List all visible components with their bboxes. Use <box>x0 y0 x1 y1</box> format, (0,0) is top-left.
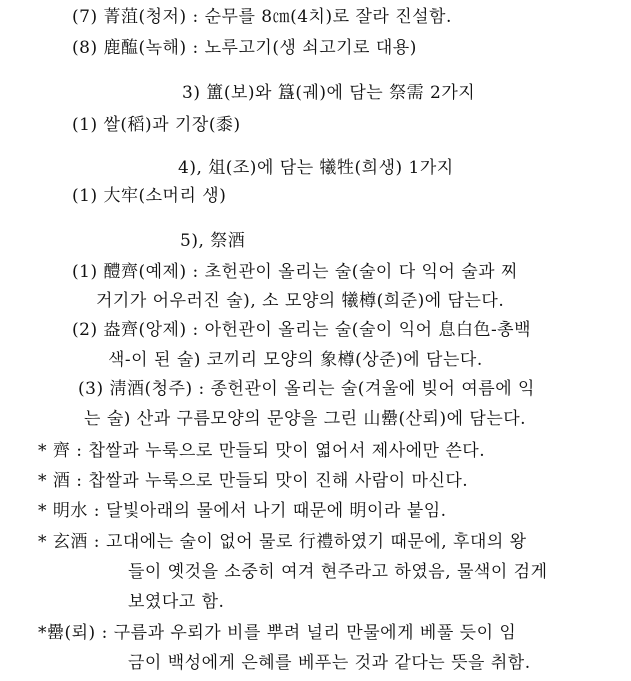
section-3-item-1: (1) 쌀(稻)과 기장(黍) <box>72 115 241 135</box>
section-5-item-2-line-1: (2) 盎齊(앙제) : 아헌관이 올리는 술(술이 익어 息白色-총백 <box>72 320 532 340</box>
section-5-item-3-line-1: (3) 淸酒(청주) : 종헌관이 올리는 술(겨울에 빚어 여름에 익 <box>78 379 535 399</box>
note-3: * 明水 : 달빛아래의 물에서 나기 때문에 明이라 붙임. <box>38 501 447 521</box>
note-4-line-3: 보였다고 함. <box>128 592 225 612</box>
note-2: * 酒 : 찹쌀과 누룩으로 만들되 맛이 진해 사람이 마신다. <box>38 471 469 491</box>
section-4-heading: 4), 俎(조)에 담는 犧牲(희생) 1가지 <box>178 158 454 178</box>
section-4-item-1: (1) 大牢(소머리 생) <box>72 186 227 206</box>
section-5-item-1-line-1: (1) 醴齊(예제) : 초헌관이 올리는 술(술이 다 익어 술과 찌 <box>72 262 518 282</box>
note-5-line-1: *罍(뢰) : 구름과 우뢰가 비를 뿌려 널리 만물에게 베풀 듯이 임 <box>38 623 517 643</box>
note-5-line-2: 금이 백성에게 은혜를 베푸는 것과 같다는 뜻을 취함. <box>128 653 531 673</box>
section-5-item-2-line-2: 색-이 된 술) 코끼리 모양의 象樽(상준)에 담는다. <box>108 350 483 370</box>
item-8: (8) 鹿醢(녹해) : 노루고기(생 쇠고기로 대용) <box>72 38 417 58</box>
item-7: (7) 菁菹(청저) : 순무를 8㎝(4치)로 잘라 진설함. <box>72 7 452 27</box>
section-5-item-1-line-2: 거기가 어우러진 술), 소 모양의 犧樽(희준)에 담는다. <box>96 291 505 311</box>
section-3-heading: 3) 簠(보)와 簋(궤)에 담는 祭需 2가지 <box>182 83 476 103</box>
section-5-heading: 5), 祭酒 <box>180 231 246 251</box>
note-4-line-1: * 玄酒 : 고대에는 술이 없어 물로 行禮하였기 때문에, 후대의 왕 <box>38 532 527 552</box>
note-4-line-2: 들이 옛것을 소중히 여겨 현주라고 하였음, 물색이 검게 <box>128 562 548 582</box>
note-1: * 齊 : 찹쌀과 누룩으로 만들되 맛이 엷어서 제사에만 쓴다. <box>38 441 486 461</box>
section-5-item-3-line-2: 는 술) 산과 구름모양의 문양을 그린 山罍(산뢰)에 담는다. <box>84 409 527 429</box>
